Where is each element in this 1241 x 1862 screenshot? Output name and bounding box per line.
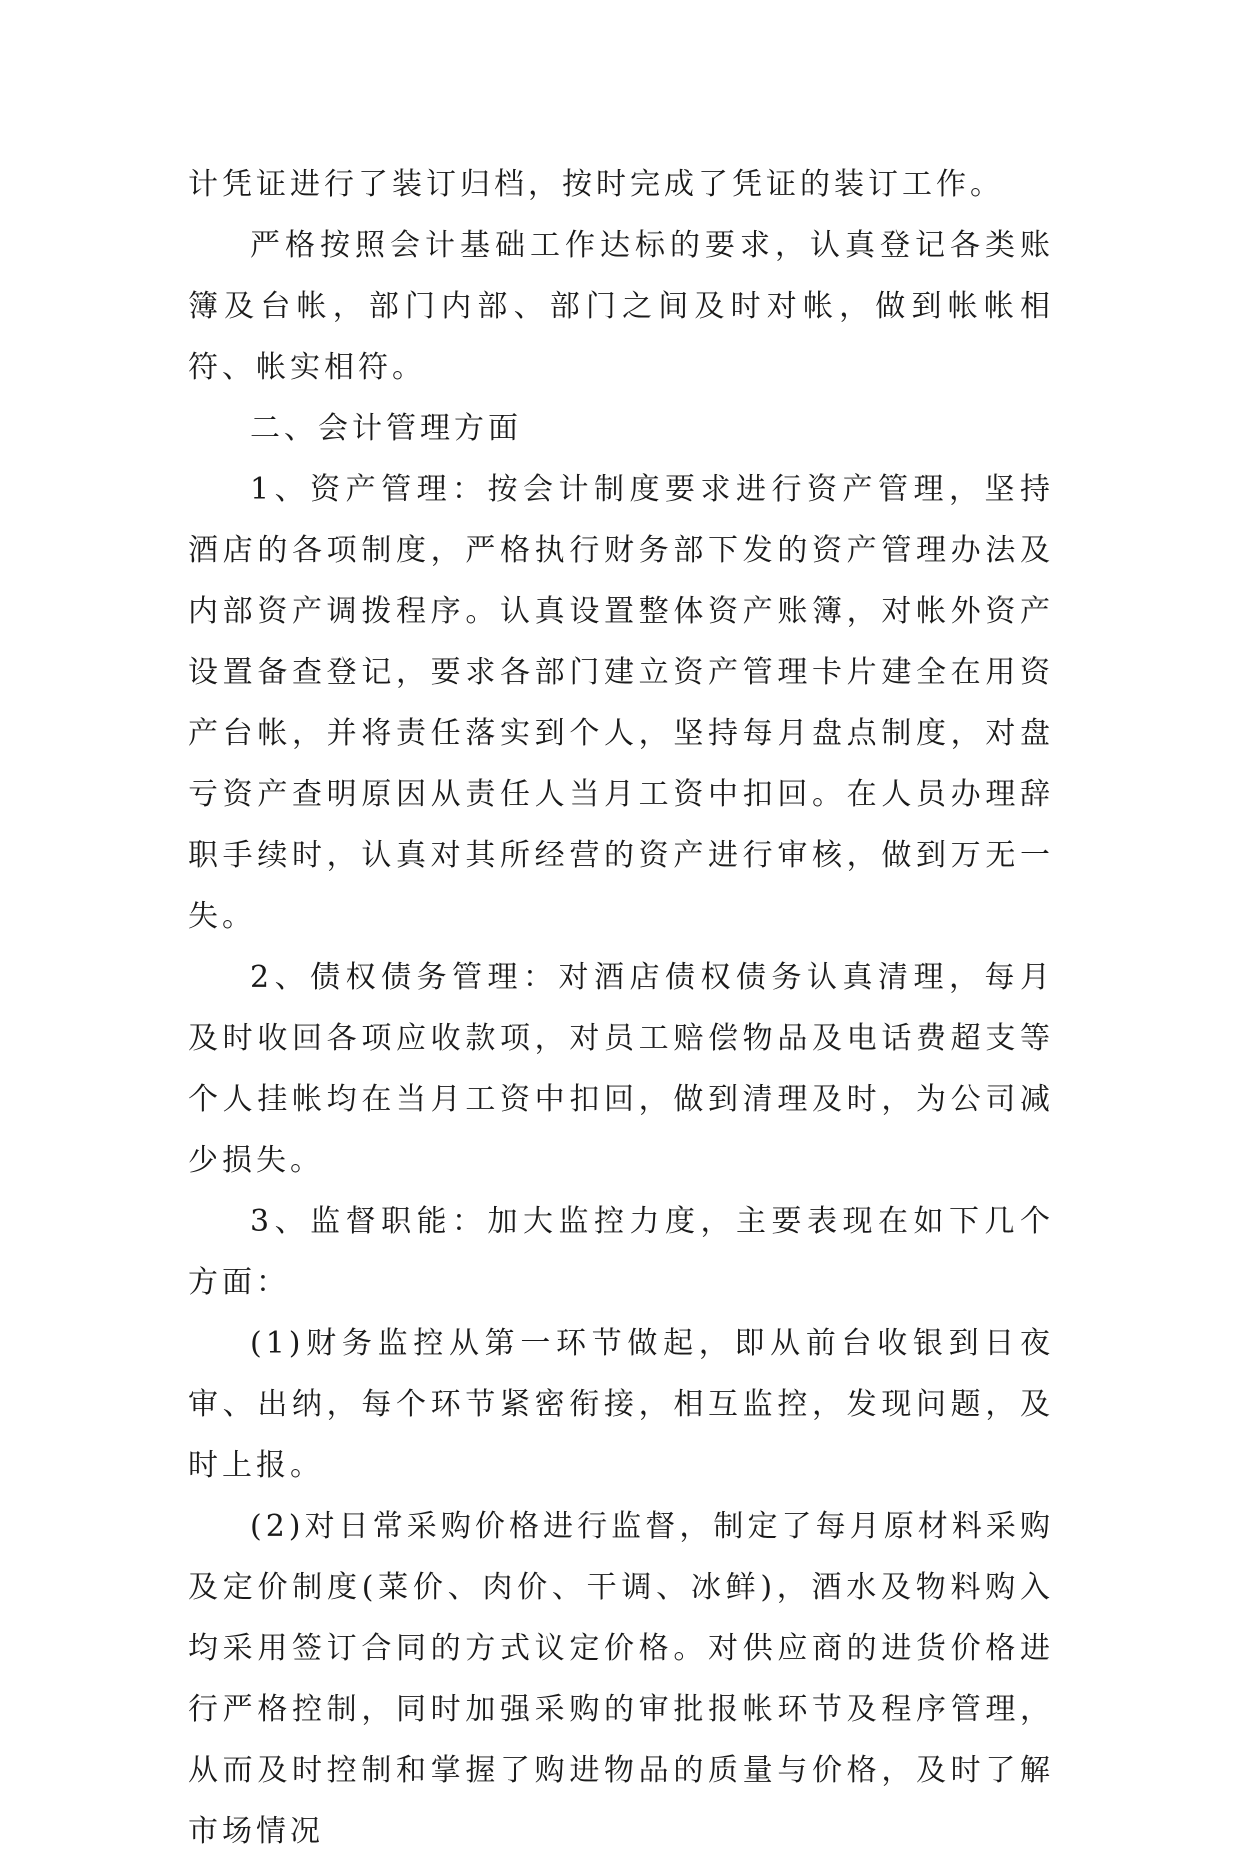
section-heading-accounting-management: 二、会计管理方面 [250, 411, 522, 446]
paragraph-supervision-item-1: (1)财务监控从第一环节做起，即从前台收银到日夜审、出纳，每个环节紧密衔接，相互监控，发现问题，及时上报。 [188, 1326, 1054, 1483]
paragraph-asset-management: 1、资产管理：按会计制度要求进行资产管理，坚持酒店的各项制度，严格执行财务部下发的资产管理办法及内部资产调拨程序。认真设置整体资产账簿，对帐外资产设置备查登记，要求各部门建立资产管理卡片建全在用资产台帐，并将责任落实到个人，坚持每月盘点制度，对盘亏资产查明原因从责任人当月工资中扣回。在人员办理辞职手续时，认真对其所经营的资产进行审核，做到万无一失。 [188, 472, 1054, 934]
paragraph-debt-management: 2、债权债务管理：对酒店债权债务认真清理，每月及时收回各项应收款项，对员工赔偿物品及电话费超支等个人挂帐均在当月工资中扣回，做到清理及时，为公司减少损失。 [188, 960, 1054, 1178]
paragraph-supervision-item-2: (2)对日常采购价格进行监督，制定了每月原材料采购及定价制度(菜价、肉价、干调、冰鲜)，酒水及物料购入均采用签订合同的方式议定价格。对供应商的进货价格进行严格控制，同时加强采购的审批报帐环节及程序管理，从而及时控制和掌握了购进物品的质量与价格，及时了解市场情况 [188, 1509, 1054, 1849]
paragraph-account-books: 严格按照会计基础工作达标的要求，认真登记各类账簿及台帐，部门内部、部门之间及时对帐，做到帐帐相符、帐实相符。 [188, 228, 1054, 385]
paragraph-supervision: 3、监督职能：加大监控力度，主要表现在如下几个方面： [188, 1204, 1054, 1300]
document-page [188, 154, 1054, 1862]
paragraph-voucher-binding: 计凭证进行了装订归档，按时完成了凭证的装订工作。 [188, 167, 1004, 202]
